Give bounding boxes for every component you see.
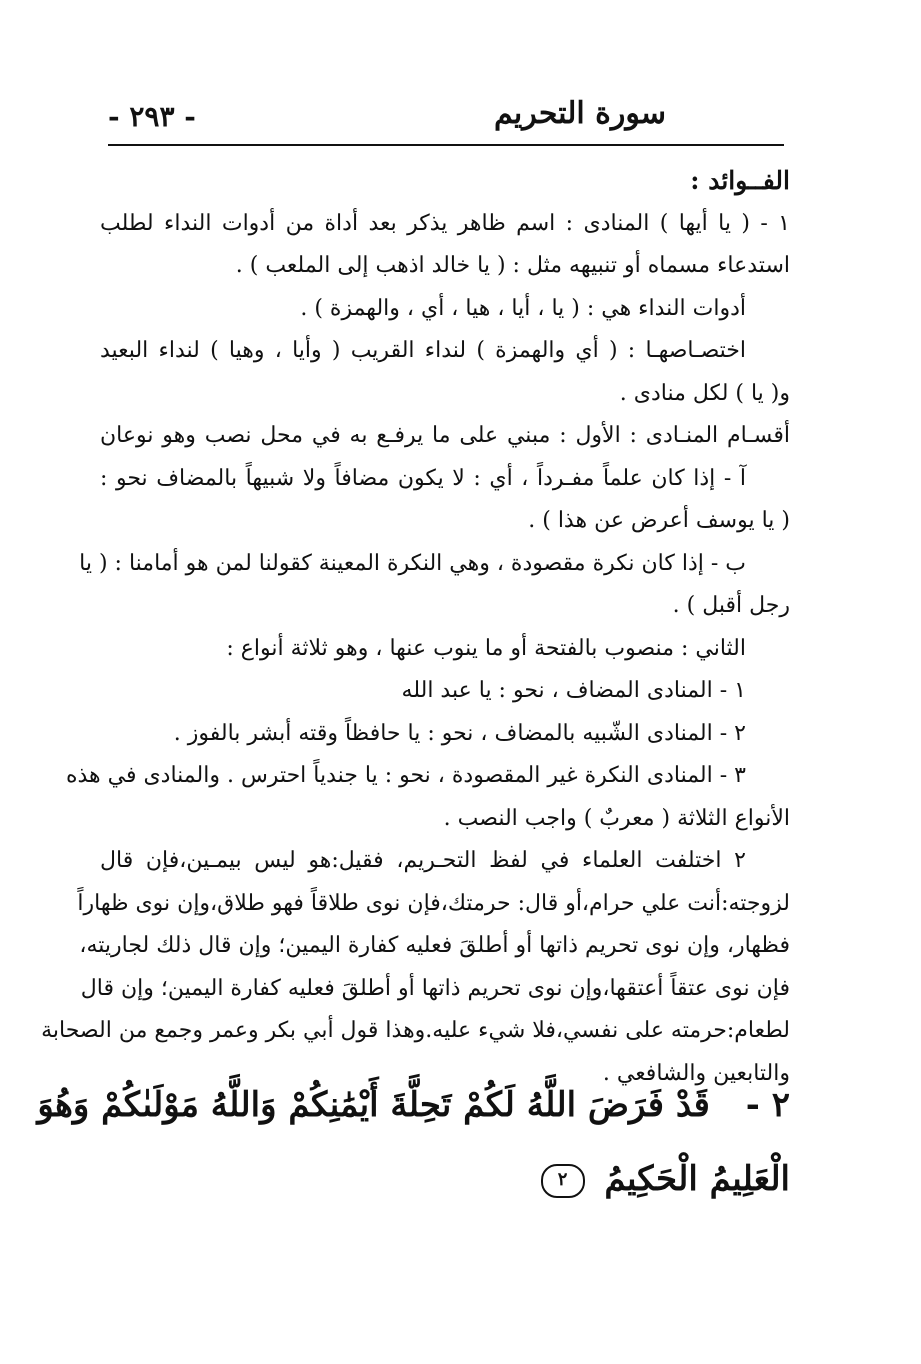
- text-line: لطعام:حرمته على نفسي،فلا شيء عليه.وهذا قول أبي بكر وعمر وجمع من الصحابة: [41, 1018, 790, 1043]
- text-line: ١ - ( يا أيها ) المنادى : اسم ظاهر يذكر بعد أداة من أدوات النداء لطلب: [100, 210, 790, 236]
- verse-line-1: [37, 1070, 790, 1144]
- page-number: - ٢٩٣ -: [108, 100, 196, 133]
- quran-verse: [37, 1070, 790, 1218]
- verse-end-marker: ٢: [541, 1164, 585, 1198]
- text-line: فإن نوى عتقاً أعتقها،وإن نوى تحريم ذاتها أو أطلقَ فعليه كفارة اليمين؛ وإن قال: [80, 975, 790, 1001]
- section-heading: الفــوائد :: [690, 166, 790, 195]
- text-line: ( يا يوسف أعرض عن هذا ) .: [528, 508, 790, 533]
- text-line: ب - إذا كان نكرة مقصودة ، وهي النكرة المعينة كقولنا لمن هو أمامنا : ( يا: [79, 550, 746, 576]
- text-line: ٢ اختلفت العلماء في لفظ التحـريم، فقيل:هو ليس بيمـين،فإن قال: [100, 848, 746, 873]
- text-line: لزوجته:أنت علي حرام،أو قال: حرمتك،فإن نوى طلاقاً فهو طلاق،وإن نوى ظهاراً: [77, 890, 790, 916]
- verse-line-2: [100, 1144, 790, 1218]
- text-line: اختصـاصهـا : ( أي والهمزة ) لنداء القريب ( وأيا ، وهيا ) لنداء البعيد: [100, 338, 746, 363]
- surah-title: سورة التحريم: [493, 96, 666, 131]
- text-line: ٣ - المنادى النكرة غير المقصودة ، نحو : يا جندياً احترس . والمنادى في هذه: [65, 763, 746, 788]
- verse-number: ٢ -: [745, 1085, 790, 1125]
- verse-text: الْعَلِيمُ الْحَكِيمُ: [604, 1159, 790, 1199]
- text-line: أقسـام المنـادى : الأول : مبني على ما يرفـع به في محل نصب وهو نوعان: [100, 423, 790, 448]
- text-line: ١ - المنادى المضاف ، نحو : يا عبد الله: [401, 678, 746, 703]
- text-line: الثاني : منصوب بالفتحة أو ما ينوب عنها ، وهو ثلاثة أنواع :: [226, 635, 746, 661]
- text-line: رجل أقبل ) .: [672, 593, 790, 618]
- text-line: آ - إذا كان علماً مفـرداً ، أي : لا يكون مضافاً ولا شبيهاً بالمضاف نحو :: [100, 465, 746, 491]
- text-line: و( يا ) لكل منادى .: [619, 380, 790, 406]
- text-line: الأنواع الثلاثة ( معربٌ ) واجب النصب .: [443, 805, 790, 831]
- verse-text: قَدْ فَرَضَ اللَّهُ لَكُمْ تَحِلَّةَ أَيْمَٰنِكُمْ وَاللَّهُ مَوْلَىٰكُمْ وَهُوَ: [37, 1085, 710, 1125]
- body-text: [41, 160, 790, 1095]
- text-line: أدوات النداء هي : ( يا ، أيا ، هيا ، أي ، والهمزة ) .: [300, 295, 746, 321]
- text-line: ٢ - المنادى الشّبيه بالمضاف ، نحو : يا حافظاً وقته أبشر بالفوز .: [173, 720, 746, 746]
- text-line: فظهار، وإن نوى تحريم ذاتها أو أطلقَ فعليه كفارة اليمين؛ وإن قال ذلك لجاريته،: [79, 933, 790, 958]
- text-line: والتابعين والشافعي .: [602, 1060, 790, 1086]
- page-header: [108, 96, 784, 146]
- text-line: استدعاء مسماه أو تنبيهه مثل : ( يا خالد اذهب إلى الملعب ) .: [235, 253, 790, 278]
